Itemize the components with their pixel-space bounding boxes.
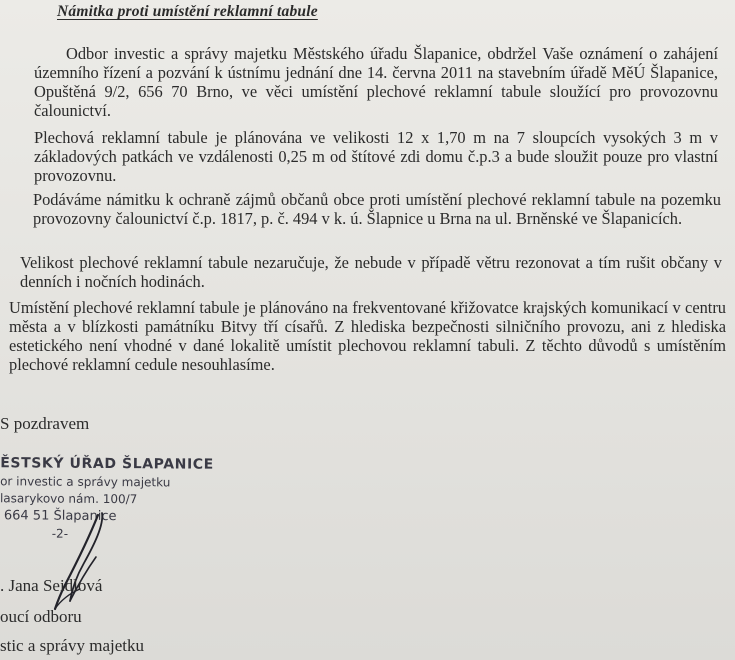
paragraph-2: Plechová reklamní tabule je plánována ve velikosti 12 x 1,70 m na 7 sloupcích vysokých 3 m v základových patkách ve vzdálenosti 0,25 m od štítové zdi domu č.p.3 a bude sloužit pouze pro vlastní provozovnu.	[34, 128, 718, 185]
paragraph-3: Podáváme námitku k ochraně zájmů občanů obce proti umístění plechové reklamní tabule na pozemku provozovny čalounictví č.p. 1817, p. č. 494 v k. ú. Šlapnice u Brna na ul. Brněnské ve Šlapanicích.	[33, 190, 721, 228]
signatory-role-line-1: oucí odboru	[0, 607, 82, 626]
stamp-line-city: 664 51 Šlapanice	[3, 508, 117, 525]
paragraph-4: Velikost plechové reklamní tabule nezaručuje, že nebude v případě větru rezonovat a tím rušit občany v denních i nočních hodinách.	[20, 253, 722, 291]
stamp-line-number: -2-	[51, 526, 69, 541]
paragraph-5: Umístění plechové reklamní tabule je plánováno na frekventované křižovatce krajských komunikací v centru města a v blízkosti památníku Bitvy tří císařů. Z hlediska bezpečnosti silničního provozu, ani z hlediska estetického není vhodné v dané lokalitě umístit plechovou reklamní tabuli. Z těchto důvodů s umístěním plechové reklamní cedule nesouhlasíme.	[9, 298, 726, 374]
stamp-line-street: lasarykovo nám. 100/7	[0, 491, 138, 507]
signatory-role-line-2: stic a správy majetku	[0, 636, 144, 655]
stamp-line-department: or investic a správy majetku	[0, 474, 171, 490]
signatory-name: . Jana Seidlová	[0, 576, 103, 595]
document-title: Námitka proti umístění reklamní tabule	[57, 3, 318, 20]
paragraph-1: Odbor investic a správy majetku Městského úřadu Šlapanice, obdržel Vaše oznámení o zahájení územního řízení a pozvání k ústnímu jednání dne 14. června 2011 na stavebním úřadě MěÚ Šlapanice, Opuštěná 9/2, 656 70 Brno, ve věci umístění plechové reklamní tabule sloužící pro provozovnu čalounictví.	[34, 44, 718, 120]
closing-greeting: S pozdravem	[0, 414, 90, 433]
stamp-line-office: ĚSTSKÝ ÚŘAD ŠLAPANICE	[0, 455, 214, 473]
handwritten-signature	[30, 505, 140, 615]
